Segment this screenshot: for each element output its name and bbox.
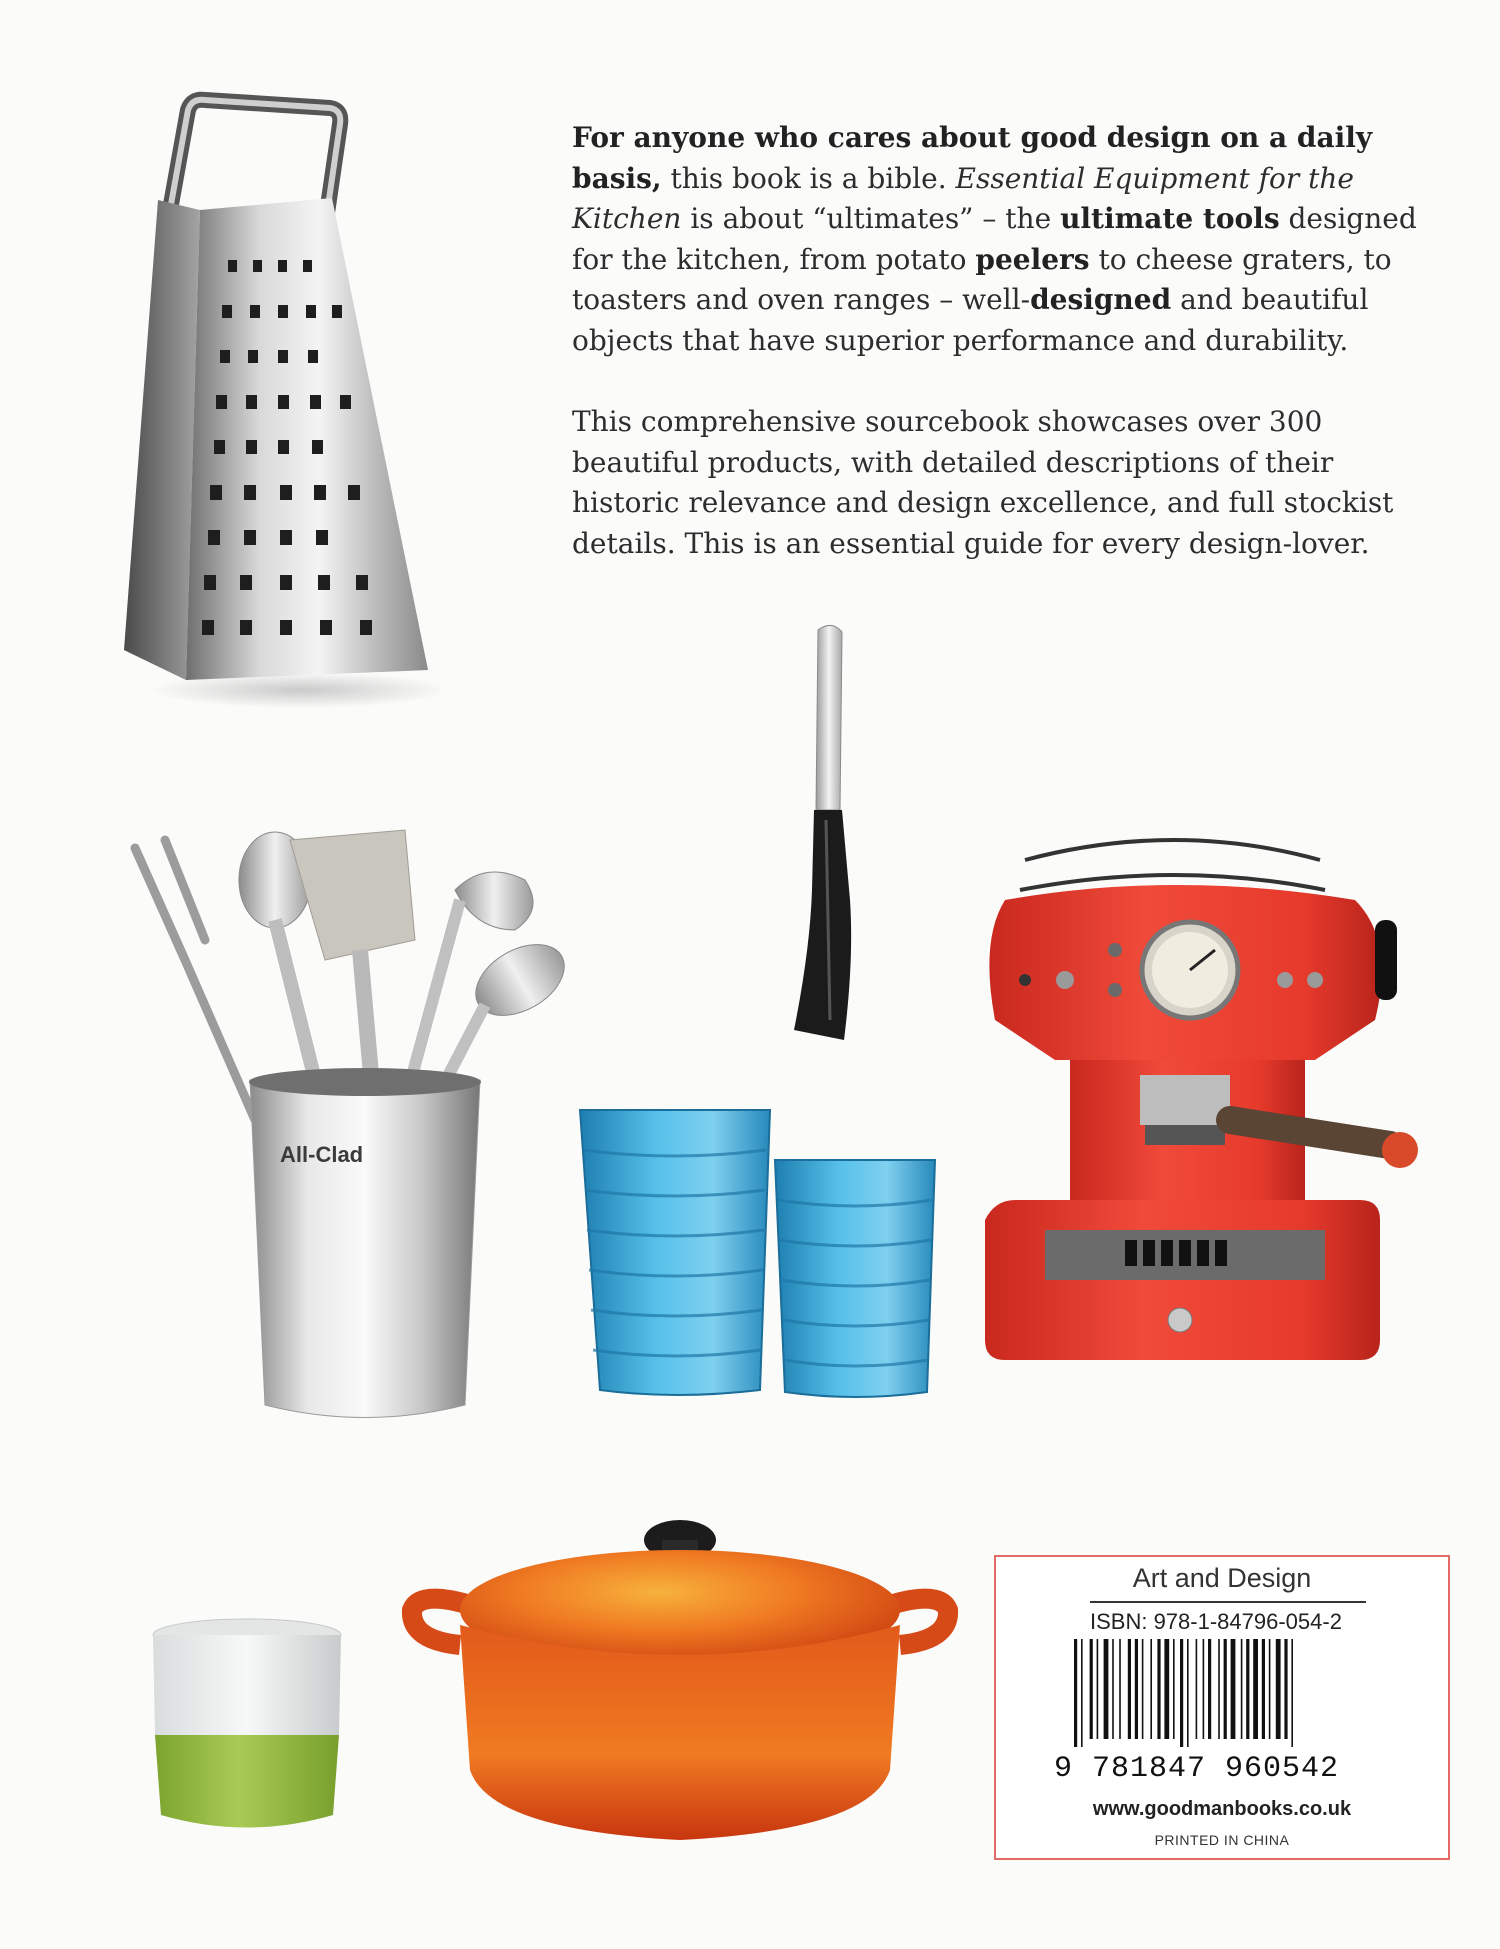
barcode-bar xyxy=(1097,1639,1099,1739)
barcode-bar xyxy=(1090,1639,1093,1739)
utensil-set-photo xyxy=(125,820,605,1440)
barcode-bar xyxy=(1218,1639,1220,1739)
barcode-bar xyxy=(1196,1639,1198,1739)
blurb-text xyxy=(572,118,1432,605)
barcode-bar xyxy=(1284,1639,1287,1739)
isbn-label: ISBN: 978-1-84796-054-2 xyxy=(1090,1609,1342,1634)
box-grater-photo xyxy=(100,90,440,720)
blue-glasses-photo xyxy=(570,1100,950,1430)
publisher-website: www.goodmanbooks.co.uk xyxy=(1092,1798,1352,1820)
barcode-bar xyxy=(1150,1639,1152,1739)
barcode-bar xyxy=(1208,1639,1211,1739)
barcode-bar xyxy=(1180,1639,1183,1747)
barcode-bar xyxy=(1135,1639,1138,1739)
blurb-text-d: to cheese graters, to toasters and oven ranges – well- xyxy=(572,242,1392,316)
barcode-bar xyxy=(1231,1639,1236,1739)
barcode-bars xyxy=(1074,1639,1360,1747)
espresso-machine-photo xyxy=(975,820,1435,1440)
barcode-bar xyxy=(1203,1639,1205,1739)
barcode-bar xyxy=(1241,1639,1243,1739)
barcode-bar xyxy=(1269,1639,1271,1739)
dutch-oven-photo xyxy=(400,1510,960,1860)
book-title: Essential Equipment for the Kitchen xyxy=(572,161,1354,235)
barcode-bar xyxy=(1291,1639,1293,1747)
barcode-bar xyxy=(1276,1639,1281,1739)
blurb-lead: For anyone who cares about good design on a daily basis, xyxy=(572,121,1373,195)
blurb-text-e: and beautiful objects that have superior performance and durability. xyxy=(572,283,1369,357)
barcode-bar xyxy=(1224,1639,1227,1739)
subject-category: Art and Design xyxy=(1132,1563,1312,1593)
barcode-panel xyxy=(994,1555,1450,1860)
barcode-bar xyxy=(1173,1639,1175,1739)
blurb-paragraph-2: This comprehensive sourcebook showcases over 300 beautiful products, with detailed descriptions of their historic relevance and design excellence, and full stockist details. This is an essential guide for every design-lover. xyxy=(572,405,1394,560)
barcode-bar xyxy=(1253,1639,1258,1739)
blurb-text-c: designed for the kitchen, from potato xyxy=(572,202,1417,276)
barcode-bar xyxy=(1074,1639,1077,1747)
blurb-text-a: this book is a bible. xyxy=(661,161,956,195)
isbn-divider xyxy=(1090,1601,1366,1603)
blurb-peelers: peelers xyxy=(975,242,1090,276)
barcode-bar xyxy=(1164,1639,1169,1739)
blurb-designed: designed xyxy=(1030,283,1172,316)
barcode-bar xyxy=(1142,1639,1144,1739)
barcode-bar xyxy=(1246,1639,1249,1739)
barcode-bar xyxy=(1262,1639,1265,1739)
barcode-bar xyxy=(1187,1639,1189,1747)
barcode-bar xyxy=(1119,1639,1121,1739)
barcode-digits: 9 781847 960542 xyxy=(1054,1752,1340,1786)
blurb-text-b: is about “ultimates” – the xyxy=(681,202,1061,235)
blurb-paragraph-1 xyxy=(572,118,1432,361)
printed-in-label: PRINTED IN CHINA xyxy=(1154,1832,1290,1848)
barcode-bar xyxy=(1157,1639,1160,1739)
barcode-bar xyxy=(1081,1639,1083,1747)
spreader-knife-photo xyxy=(770,620,880,1050)
green-cup-photo xyxy=(145,1615,350,1845)
barcode-bar xyxy=(1104,1639,1109,1739)
barcode-bar xyxy=(1112,1639,1114,1739)
blurb-ultimate: ultimate tools xyxy=(1060,202,1280,235)
all-clad-logo: All-Clad xyxy=(280,1142,364,1167)
barcode-bar xyxy=(1128,1639,1131,1739)
